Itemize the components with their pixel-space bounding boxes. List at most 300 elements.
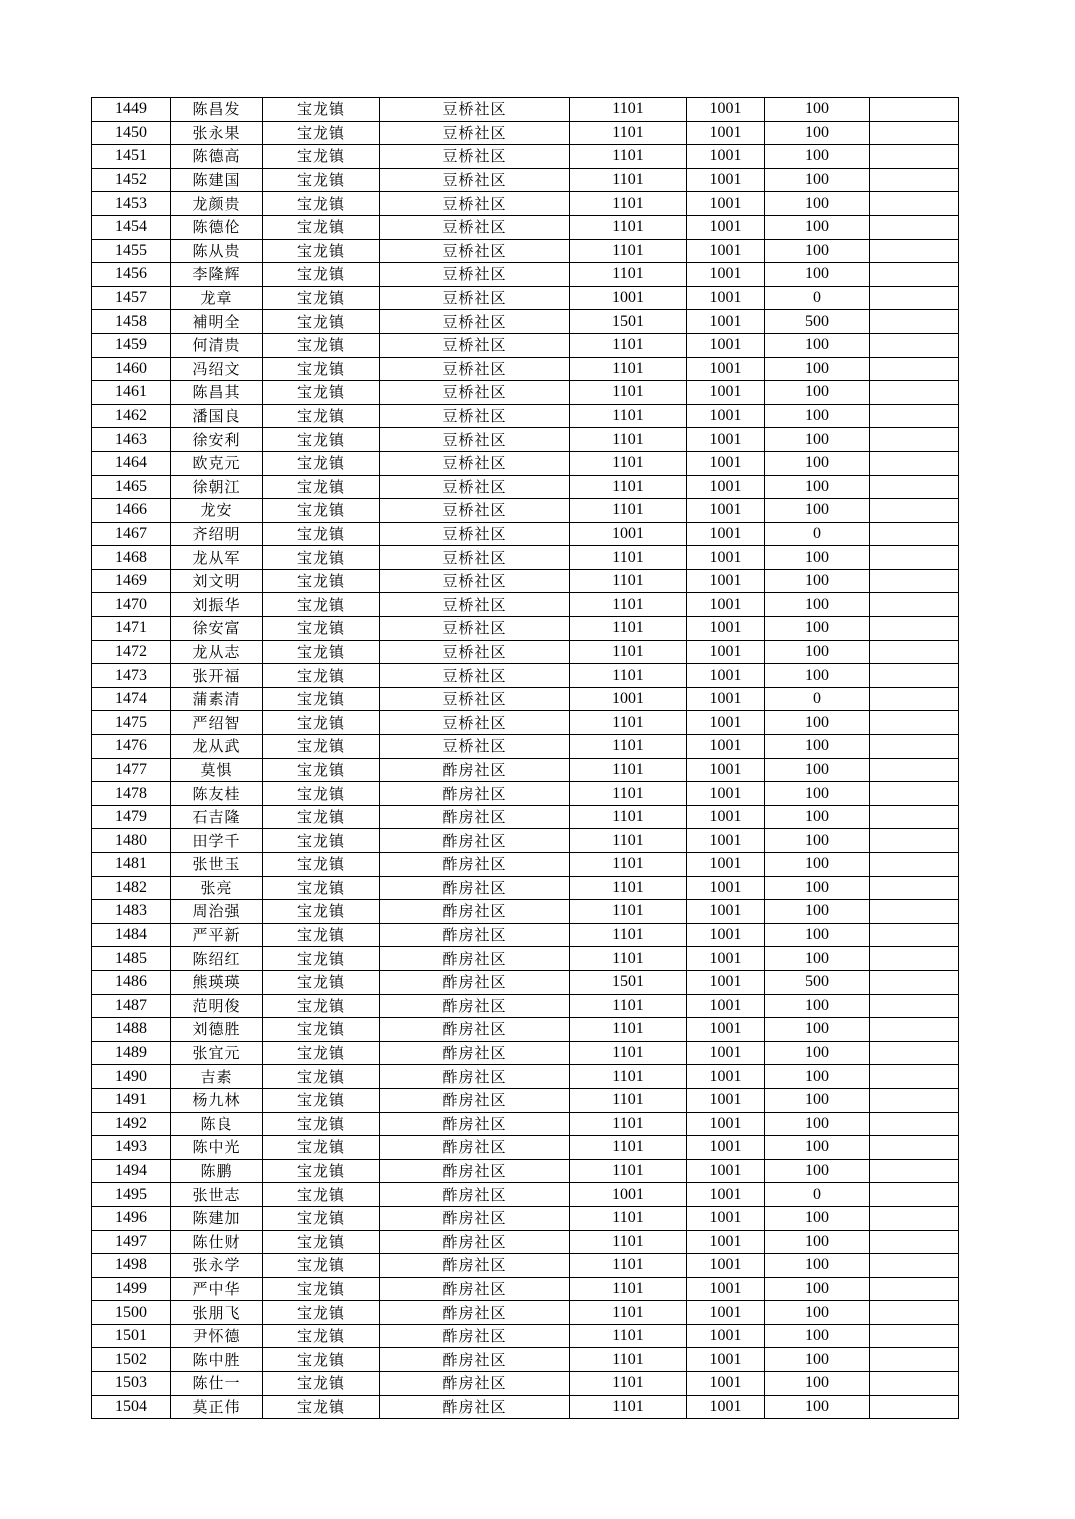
cell-code-b: 1001 <box>687 1206 765 1230</box>
cell-town: 宝龙镇 <box>263 546 380 570</box>
cell-remark <box>870 499 959 523</box>
cell-code-a: 1101 <box>570 1324 687 1348</box>
cell-amount: 100 <box>765 782 870 806</box>
cell-amount: 100 <box>765 1348 870 1372</box>
cell-index: 1453 <box>92 192 171 216</box>
cell-name: 莫正伟 <box>171 1395 263 1419</box>
cell-community: 酢房社区 <box>380 923 570 947</box>
cell-community: 酢房社区 <box>380 758 570 782</box>
cell-code-b: 1001 <box>687 711 765 735</box>
cell-amount: 100 <box>765 1065 870 1089</box>
cell-amount: 0 <box>765 286 870 310</box>
table-row <box>92 475 959 499</box>
cell-community: 酢房社区 <box>380 782 570 806</box>
table-row <box>92 1348 959 1372</box>
cell-code-a: 1101 <box>570 215 687 239</box>
cell-name: 何清贵 <box>171 333 263 357</box>
cell-town: 宝龙镇 <box>263 1159 380 1183</box>
cell-remark <box>870 617 959 641</box>
cell-amount: 100 <box>765 1136 870 1160</box>
cell-name: 龙章 <box>171 286 263 310</box>
cell-index: 1451 <box>92 145 171 169</box>
cell-code-a: 1101 <box>570 428 687 452</box>
cell-community: 酢房社区 <box>380 900 570 924</box>
cell-index: 1469 <box>92 569 171 593</box>
cell-code-a: 1101 <box>570 546 687 570</box>
cell-code-b: 1001 <box>687 192 765 216</box>
cell-remark <box>870 805 959 829</box>
cell-town: 宝龙镇 <box>263 735 380 759</box>
cell-community: 豆桥社区 <box>380 286 570 310</box>
cell-town: 宝龙镇 <box>263 1112 380 1136</box>
cell-amount: 100 <box>765 593 870 617</box>
cell-code-b: 1001 <box>687 1277 765 1301</box>
cell-code-a: 1101 <box>570 404 687 428</box>
cell-community: 酢房社区 <box>380 1277 570 1301</box>
cell-community: 酢房社区 <box>380 1301 570 1325</box>
cell-code-a: 1101 <box>570 1065 687 1089</box>
cell-remark <box>870 1159 959 1183</box>
table-row <box>92 687 959 711</box>
cell-code-b: 1001 <box>687 215 765 239</box>
cell-town: 宝龙镇 <box>263 499 380 523</box>
table-row <box>92 853 959 877</box>
cell-code-b: 1001 <box>687 310 765 334</box>
cell-code-b: 1001 <box>687 98 765 122</box>
cell-amount: 100 <box>765 1395 870 1419</box>
cell-name: 刘振华 <box>171 593 263 617</box>
cell-community: 豆桥社区 <box>380 640 570 664</box>
cell-remark <box>870 168 959 192</box>
table-row <box>92 1159 959 1183</box>
cell-remark <box>870 758 959 782</box>
cell-code-a: 1101 <box>570 1277 687 1301</box>
cell-name: 徐安利 <box>171 428 263 452</box>
cell-code-b: 1001 <box>687 1018 765 1042</box>
cell-town: 宝龙镇 <box>263 1183 380 1207</box>
cell-index: 1477 <box>92 758 171 782</box>
cell-town: 宝龙镇 <box>263 522 380 546</box>
cell-community: 豆桥社区 <box>380 711 570 735</box>
cell-community: 豆桥社区 <box>380 735 570 759</box>
cell-town: 宝龙镇 <box>263 451 380 475</box>
cell-name: 欧克元 <box>171 451 263 475</box>
cell-code-b: 1001 <box>687 1065 765 1089</box>
cell-community: 豆桥社区 <box>380 569 570 593</box>
table-row <box>92 333 959 357</box>
cell-code-b: 1001 <box>687 1348 765 1372</box>
cell-name: 龙从武 <box>171 735 263 759</box>
cell-name: 杨九林 <box>171 1088 263 1112</box>
cell-amount: 100 <box>765 853 870 877</box>
cell-code-b: 1001 <box>687 664 765 688</box>
cell-name: 范明俊 <box>171 994 263 1018</box>
cell-code-a: 1101 <box>570 451 687 475</box>
cell-name: 陈昌其 <box>171 381 263 405</box>
cell-code-b: 1001 <box>687 994 765 1018</box>
table-row <box>92 1230 959 1254</box>
cell-community: 豆桥社区 <box>380 239 570 263</box>
cell-code-b: 1001 <box>687 428 765 452</box>
cell-name: 陈仕一 <box>171 1372 263 1396</box>
table-row <box>92 239 959 263</box>
cell-town: 宝龙镇 <box>263 970 380 994</box>
cell-code-b: 1001 <box>687 1254 765 1278</box>
cell-remark <box>870 1301 959 1325</box>
table-row <box>92 404 959 428</box>
cell-amount: 100 <box>765 215 870 239</box>
cell-community: 豆桥社区 <box>380 310 570 334</box>
cell-name: 齐绍明 <box>171 522 263 546</box>
cell-code-a: 1101 <box>570 168 687 192</box>
cell-community: 豆桥社区 <box>380 215 570 239</box>
table-row <box>92 1136 959 1160</box>
table-row <box>92 569 959 593</box>
cell-code-b: 1001 <box>687 1112 765 1136</box>
cell-town: 宝龙镇 <box>263 1395 380 1419</box>
cell-name: 刘文明 <box>171 569 263 593</box>
cell-town: 宝龙镇 <box>263 569 380 593</box>
cell-name: 陈良 <box>171 1112 263 1136</box>
cell-name: 潘国良 <box>171 404 263 428</box>
cell-name: 陈仕财 <box>171 1230 263 1254</box>
cell-community: 豆桥社区 <box>380 475 570 499</box>
cell-name: 陈绍红 <box>171 947 263 971</box>
cell-community: 豆桥社区 <box>380 168 570 192</box>
cell-name: 陈建国 <box>171 168 263 192</box>
cell-amount: 0 <box>765 522 870 546</box>
table-row <box>92 1254 959 1278</box>
cell-index: 1482 <box>92 876 171 900</box>
cell-amount: 100 <box>765 357 870 381</box>
cell-remark <box>870 1277 959 1301</box>
cell-code-a: 1101 <box>570 263 687 287</box>
cell-code-b: 1001 <box>687 381 765 405</box>
cell-remark <box>870 664 959 688</box>
cell-community: 豆桥社区 <box>380 357 570 381</box>
cell-name: 陈德伦 <box>171 215 263 239</box>
cell-name: 熊瑛瑛 <box>171 970 263 994</box>
cell-code-a: 1101 <box>570 829 687 853</box>
cell-remark <box>870 381 959 405</box>
cell-code-b: 1001 <box>687 617 765 641</box>
table-row <box>92 286 959 310</box>
cell-town: 宝龙镇 <box>263 900 380 924</box>
cell-code-a: 1101 <box>570 1041 687 1065</box>
table-row <box>92 664 959 688</box>
cell-community: 酢房社区 <box>380 1065 570 1089</box>
cell-index: 1481 <box>92 853 171 877</box>
cell-code-b: 1001 <box>687 546 765 570</box>
cell-name: 张朋飞 <box>171 1301 263 1325</box>
table-row <box>92 263 959 287</box>
cell-index: 1499 <box>92 1277 171 1301</box>
cell-remark <box>870 1112 959 1136</box>
table-row <box>92 900 959 924</box>
cell-amount: 0 <box>765 687 870 711</box>
cell-index: 1474 <box>92 687 171 711</box>
cell-amount: 100 <box>765 168 870 192</box>
cell-town: 宝龙镇 <box>263 593 380 617</box>
cell-name: 尹怀德 <box>171 1324 263 1348</box>
cell-code-b: 1001 <box>687 1088 765 1112</box>
cell-code-b: 1001 <box>687 758 765 782</box>
cell-index: 1470 <box>92 593 171 617</box>
cell-code-b: 1001 <box>687 970 765 994</box>
cell-index: 1496 <box>92 1206 171 1230</box>
cell-code-a: 1101 <box>570 1018 687 1042</box>
cell-town: 宝龙镇 <box>263 805 380 829</box>
table-row <box>92 805 959 829</box>
cell-town: 宝龙镇 <box>263 98 380 122</box>
cell-town: 宝龙镇 <box>263 1065 380 1089</box>
cell-community: 酢房社区 <box>380 1230 570 1254</box>
table-row <box>92 381 959 405</box>
cell-code-a: 1101 <box>570 947 687 971</box>
cell-name: 严绍智 <box>171 711 263 735</box>
cell-code-b: 1001 <box>687 829 765 853</box>
cell-index: 1449 <box>92 98 171 122</box>
cell-amount: 100 <box>765 664 870 688</box>
cell-index: 1452 <box>92 168 171 192</box>
cell-town: 宝龙镇 <box>263 404 380 428</box>
table-row <box>92 1206 959 1230</box>
cell-index: 1490 <box>92 1065 171 1089</box>
cell-name: 张永学 <box>171 1254 263 1278</box>
table-row <box>92 428 959 452</box>
cell-remark <box>870 522 959 546</box>
cell-amount: 100 <box>765 640 870 664</box>
cell-index: 1476 <box>92 735 171 759</box>
cell-index: 1487 <box>92 994 171 1018</box>
table-row <box>92 215 959 239</box>
cell-remark <box>870 711 959 735</box>
cell-name: 陈从贵 <box>171 239 263 263</box>
cell-code-a: 1101 <box>570 782 687 806</box>
cell-remark <box>870 215 959 239</box>
cell-code-b: 1001 <box>687 451 765 475</box>
cell-town: 宝龙镇 <box>263 121 380 145</box>
table-row <box>92 994 959 1018</box>
cell-code-b: 1001 <box>687 687 765 711</box>
cell-remark <box>870 1183 959 1207</box>
table-row <box>92 829 959 853</box>
cell-remark <box>870 1254 959 1278</box>
cell-remark <box>870 98 959 122</box>
cell-index: 1475 <box>92 711 171 735</box>
cell-index: 1479 <box>92 805 171 829</box>
cell-code-a: 1101 <box>570 900 687 924</box>
cell-index: 1471 <box>92 617 171 641</box>
table-row <box>92 735 959 759</box>
cell-remark <box>870 640 959 664</box>
cell-index: 1460 <box>92 357 171 381</box>
data-table <box>91 97 959 1419</box>
cell-name: 张世志 <box>171 1183 263 1207</box>
cell-amount: 500 <box>765 970 870 994</box>
cell-town: 宝龙镇 <box>263 475 380 499</box>
cell-community: 酢房社区 <box>380 1324 570 1348</box>
cell-amount: 100 <box>765 451 870 475</box>
cell-index: 1491 <box>92 1088 171 1112</box>
cell-index: 1473 <box>92 664 171 688</box>
table-row <box>92 192 959 216</box>
table-row <box>92 876 959 900</box>
cell-name: 李隆辉 <box>171 263 263 287</box>
cell-code-b: 1001 <box>687 168 765 192</box>
cell-remark <box>870 475 959 499</box>
cell-town: 宝龙镇 <box>263 1254 380 1278</box>
table-row <box>92 168 959 192</box>
cell-town: 宝龙镇 <box>263 215 380 239</box>
cell-index: 1454 <box>92 215 171 239</box>
cell-remark <box>870 263 959 287</box>
cell-code-a: 1501 <box>570 970 687 994</box>
cell-code-b: 1001 <box>687 1041 765 1065</box>
cell-code-a: 1101 <box>570 853 687 877</box>
cell-name: 龙从志 <box>171 640 263 664</box>
cell-code-b: 1001 <box>687 522 765 546</box>
cell-code-b: 1001 <box>687 1395 765 1419</box>
cell-name: 陈昌发 <box>171 98 263 122</box>
cell-community: 酢房社区 <box>380 1206 570 1230</box>
cell-name: 严中华 <box>171 1277 263 1301</box>
cell-name: 张永果 <box>171 121 263 145</box>
cell-amount: 100 <box>765 758 870 782</box>
cell-amount: 100 <box>765 876 870 900</box>
cell-index: 1461 <box>92 381 171 405</box>
table-row <box>92 1277 959 1301</box>
cell-amount: 100 <box>765 994 870 1018</box>
cell-town: 宝龙镇 <box>263 1301 380 1325</box>
cell-index: 1495 <box>92 1183 171 1207</box>
cell-index: 1467 <box>92 522 171 546</box>
table-row <box>92 1301 959 1325</box>
cell-amount: 100 <box>765 1112 870 1136</box>
cell-amount: 100 <box>765 923 870 947</box>
table-row <box>92 1065 959 1089</box>
cell-code-a: 1501 <box>570 310 687 334</box>
cell-code-a: 1101 <box>570 1136 687 1160</box>
cell-name: 石吉隆 <box>171 805 263 829</box>
cell-index: 1478 <box>92 782 171 806</box>
cell-code-a: 1101 <box>570 617 687 641</box>
cell-community: 酢房社区 <box>380 1372 570 1396</box>
cell-name: 陈鹏 <box>171 1159 263 1183</box>
cell-name: 吉素 <box>171 1065 263 1089</box>
table-row <box>92 145 959 169</box>
table-row <box>92 593 959 617</box>
cell-code-b: 1001 <box>687 853 765 877</box>
cell-town: 宝龙镇 <box>263 145 380 169</box>
cell-index: 1462 <box>92 404 171 428</box>
cell-index: 1493 <box>92 1136 171 1160</box>
cell-remark <box>870 546 959 570</box>
cell-community: 酢房社区 <box>380 1159 570 1183</box>
cell-name: 補明全 <box>171 310 263 334</box>
cell-amount: 100 <box>765 1254 870 1278</box>
cell-name: 莫惧 <box>171 758 263 782</box>
cell-amount: 0 <box>765 1183 870 1207</box>
cell-remark <box>870 145 959 169</box>
cell-town: 宝龙镇 <box>263 711 380 735</box>
cell-remark <box>870 876 959 900</box>
cell-name: 陈友桂 <box>171 782 263 806</box>
cell-index: 1483 <box>92 900 171 924</box>
cell-amount: 100 <box>765 499 870 523</box>
table-row <box>92 758 959 782</box>
cell-name: 龙从军 <box>171 546 263 570</box>
cell-amount: 500 <box>765 310 870 334</box>
cell-index: 1472 <box>92 640 171 664</box>
cell-code-a: 1101 <box>570 475 687 499</box>
cell-community: 酢房社区 <box>380 1088 570 1112</box>
cell-name: 冯绍文 <box>171 357 263 381</box>
cell-town: 宝龙镇 <box>263 1041 380 1065</box>
cell-code-b: 1001 <box>687 735 765 759</box>
cell-index: 1498 <box>92 1254 171 1278</box>
cell-code-b: 1001 <box>687 876 765 900</box>
cell-community: 豆桥社区 <box>380 404 570 428</box>
cell-community: 豆桥社区 <box>380 98 570 122</box>
cell-code-a: 1101 <box>570 98 687 122</box>
cell-code-a: 1101 <box>570 758 687 782</box>
cell-amount: 100 <box>765 239 870 263</box>
cell-code-b: 1001 <box>687 1136 765 1160</box>
cell-code-a: 1101 <box>570 1206 687 1230</box>
cell-code-a: 1001 <box>570 522 687 546</box>
cell-code-a: 1101 <box>570 1301 687 1325</box>
cell-town: 宝龙镇 <box>263 1372 380 1396</box>
cell-name: 龙颜贵 <box>171 192 263 216</box>
cell-community: 酢房社区 <box>380 876 570 900</box>
cell-code-b: 1001 <box>687 333 765 357</box>
cell-amount: 100 <box>765 711 870 735</box>
cell-town: 宝龙镇 <box>263 876 380 900</box>
cell-code-b: 1001 <box>687 1301 765 1325</box>
cell-town: 宝龙镇 <box>263 853 380 877</box>
cell-amount: 100 <box>765 829 870 853</box>
cell-amount: 100 <box>765 1159 870 1183</box>
cell-community: 豆桥社区 <box>380 617 570 641</box>
cell-amount: 100 <box>765 617 870 641</box>
cell-name: 田学千 <box>171 829 263 853</box>
cell-town: 宝龙镇 <box>263 168 380 192</box>
cell-code-a: 1101 <box>570 333 687 357</box>
cell-amount: 100 <box>765 381 870 405</box>
cell-remark <box>870 404 959 428</box>
cell-name: 刘德胜 <box>171 1018 263 1042</box>
table-row <box>92 1324 959 1348</box>
cell-remark <box>870 1018 959 1042</box>
cell-town: 宝龙镇 <box>263 428 380 452</box>
cell-remark <box>870 239 959 263</box>
cell-community: 酢房社区 <box>380 1136 570 1160</box>
cell-community: 豆桥社区 <box>380 121 570 145</box>
cell-amount: 100 <box>765 475 870 499</box>
cell-remark <box>870 853 959 877</box>
cell-amount: 100 <box>765 121 870 145</box>
table-row <box>92 1372 959 1396</box>
cell-community: 豆桥社区 <box>380 333 570 357</box>
cell-index: 1450 <box>92 121 171 145</box>
table-row <box>92 640 959 664</box>
cell-remark <box>870 1230 959 1254</box>
table-row <box>92 923 959 947</box>
cell-code-a: 1101 <box>570 923 687 947</box>
cell-index: 1500 <box>92 1301 171 1325</box>
cell-town: 宝龙镇 <box>263 1018 380 1042</box>
